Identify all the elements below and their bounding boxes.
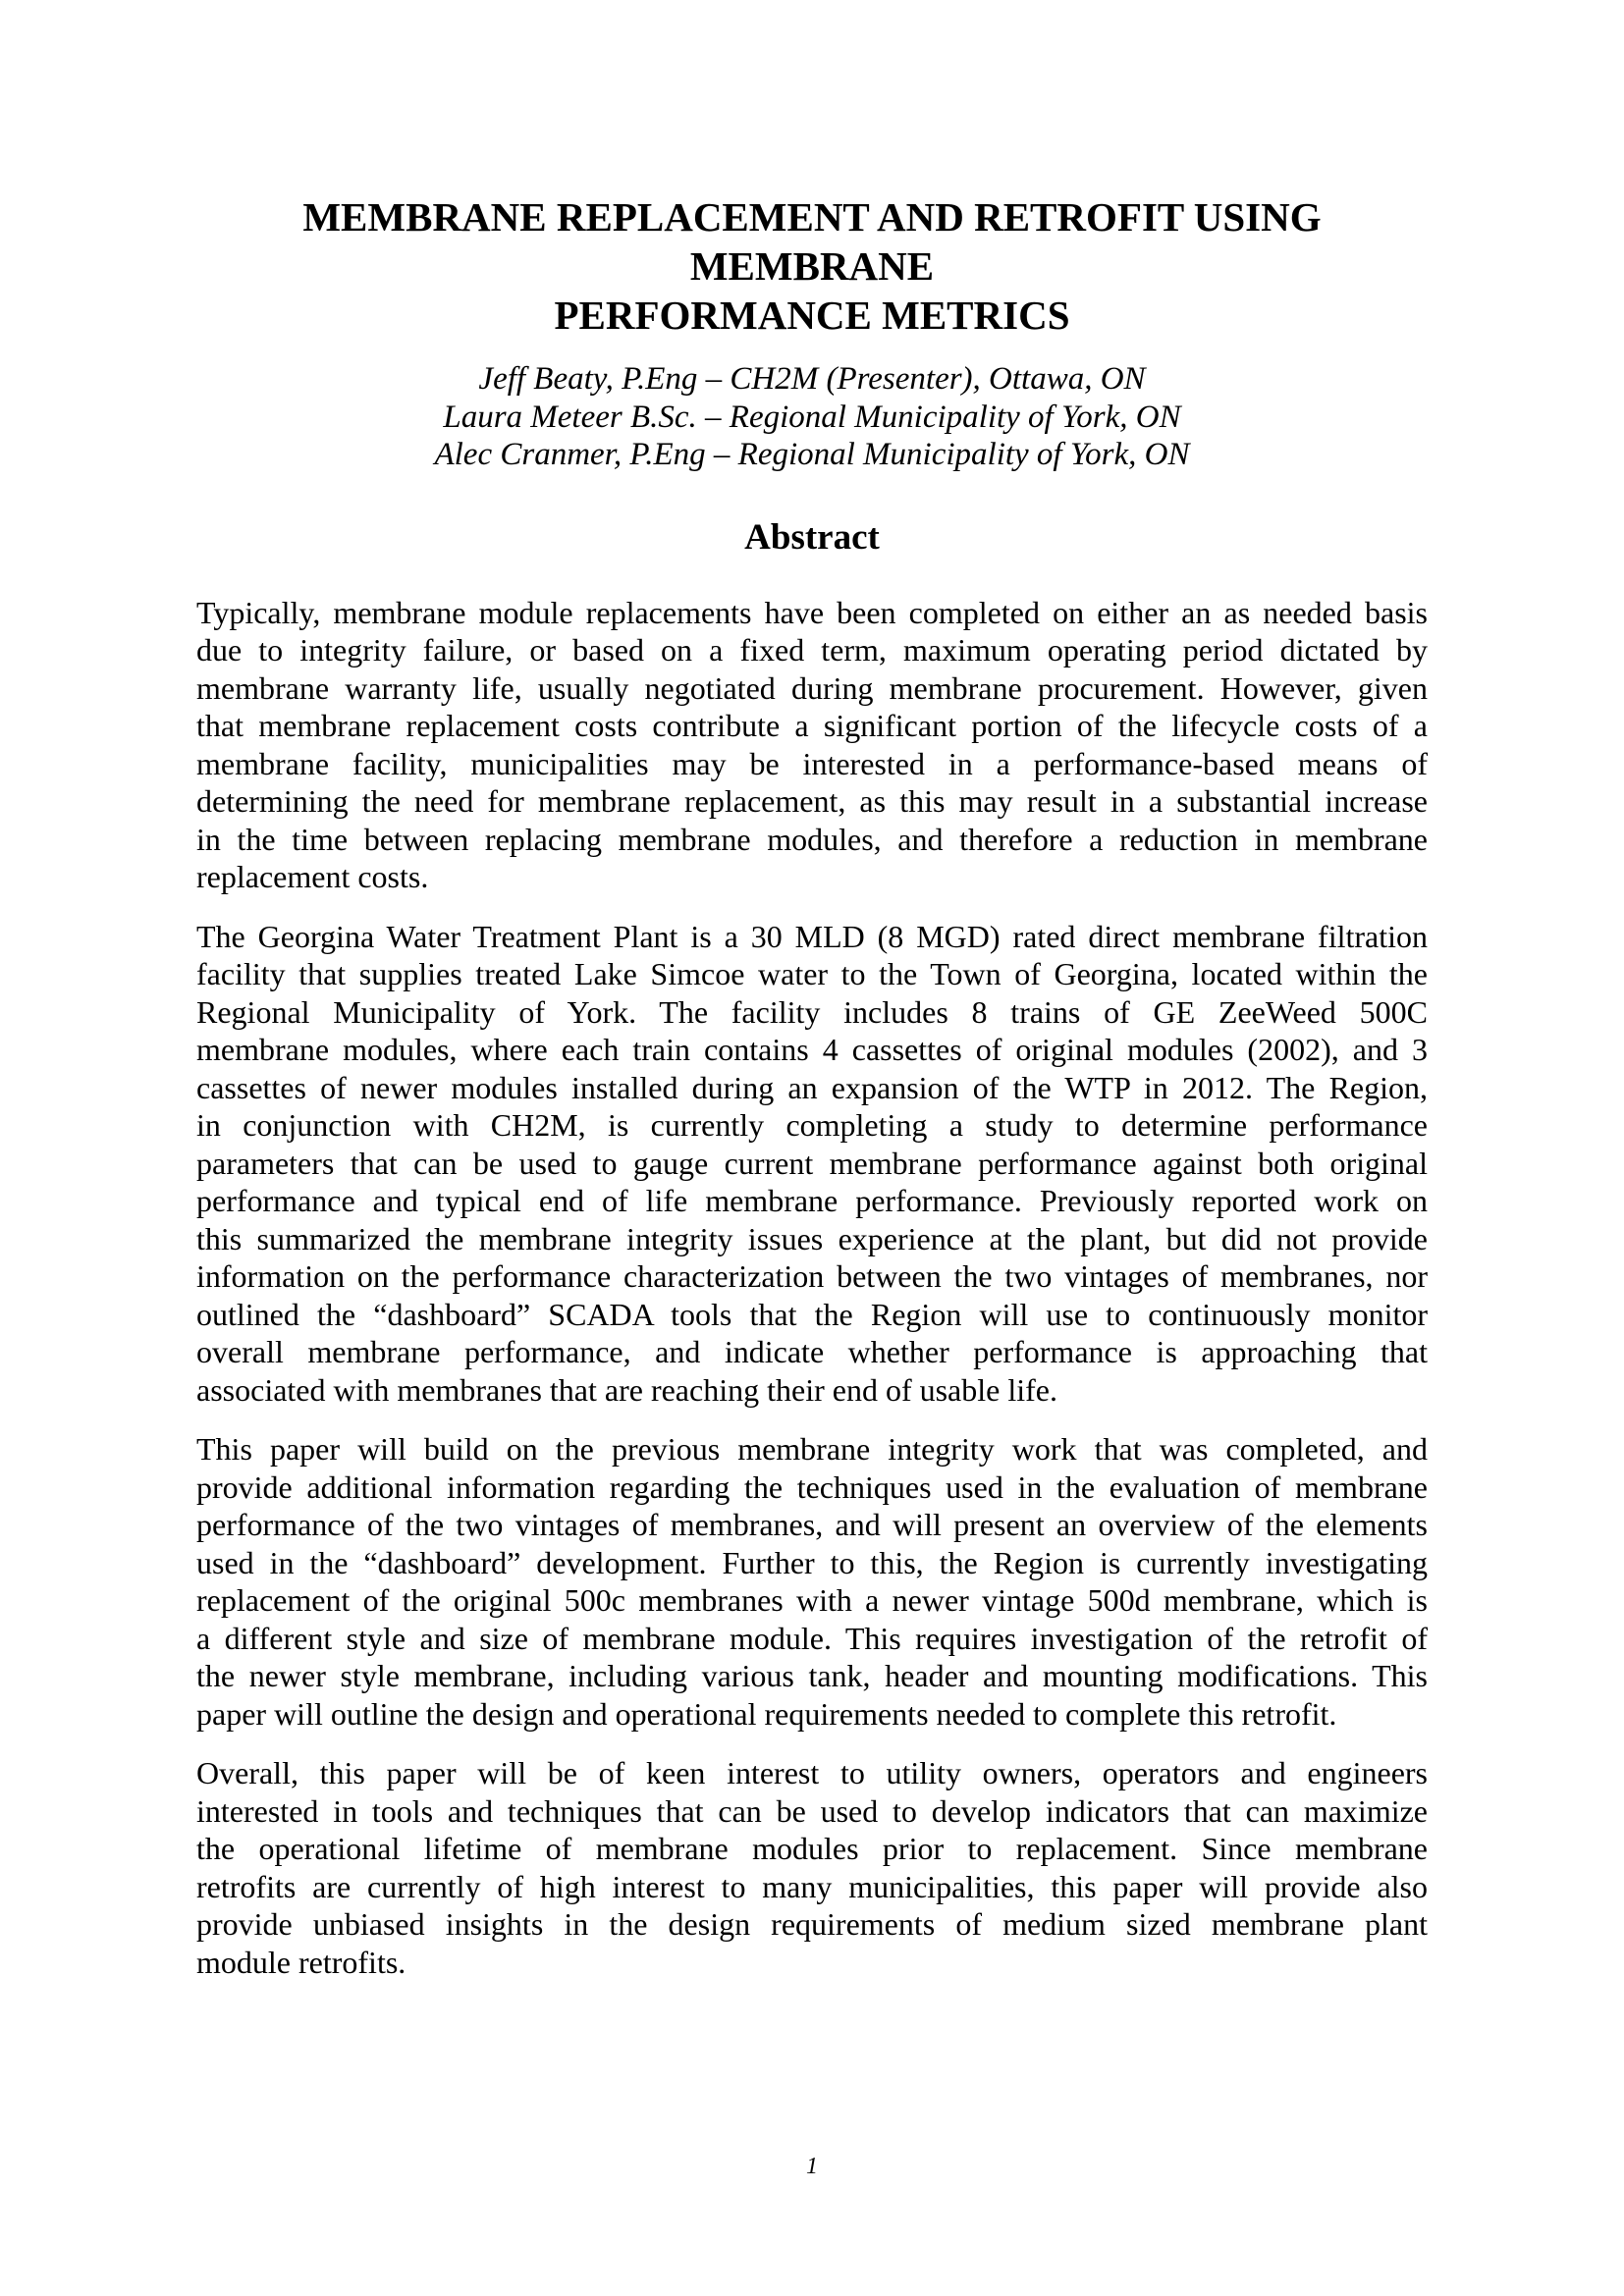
author-line: Alec Cranmer, P.Eng – Regional Municipality of York, ON <box>434 437 1190 472</box>
paragraph-line: the operational lifetime of membrane modules prior to replacement. Since membrane <box>196 1831 1428 1866</box>
paragraph-line: module retrofits. <box>196 1944 406 1980</box>
paper-title <box>196 192 1428 340</box>
paragraph-line: replacement of the original 500c membranes with a newer vintage 500d membrane, which is <box>196 1582 1428 1618</box>
authors-block <box>196 360 1428 474</box>
abstract-paragraph-3 <box>196 1430 1428 1733</box>
paragraph-line: outlined the “dashboard” SCADA tools that the Region will use to continuously monitor <box>196 1296 1428 1332</box>
paragraph-line: performance and typical end of life membrane performance. Previously reported work on <box>196 1183 1428 1218</box>
paragraph-line: parameters that can be used to gauge current membrane performance against both original <box>196 1145 1428 1181</box>
paragraph-line: Regional Municipality of York. The facility includes 8 trains of GE ZeeWeed 500C <box>196 993 1428 1030</box>
paragraph-line: membrane modules, where each train contains 4 cassettes of original modules (2002), and 3 <box>196 1032 1428 1067</box>
paragraph-line: Overall, this paper will be of keen interest to utility owners, operators and engineers <box>196 1755 1428 1790</box>
paragraph-line: Typically, membrane module replacements have been completed on either an as needed basis <box>196 594 1428 630</box>
page-number: 1 <box>806 2154 818 2179</box>
paragraph-line: information on the performance characterization between the two vintages of membranes, nor <box>196 1258 1428 1294</box>
paragraph-line: this summarized the membrane integrity issues experience at the plant, but did not provide <box>196 1220 1428 1256</box>
author-line: Jeff Beaty, P.Eng – CH2M (Presenter), Ottawa, ON <box>478 361 1146 397</box>
paragraph-line: interested in tools and techniques that can be used to develop indicators that can maximize <box>196 1792 1428 1829</box>
abstract-paragraph-2 <box>196 918 1428 1410</box>
paragraph-line: in the time between replacing membrane modules, and therefore a reduction in membrane <box>196 821 1428 857</box>
paragraph-line: used in the “dashboard” development. Further to this, the Region is currently investigating <box>196 1544 1428 1580</box>
paper-title-line: MEMBRANE REPLACEMENT AND RETROFIT USING MEMBRANE <box>302 194 1322 289</box>
paragraph-line: the newer style membrane, including various tank, header and mounting modifications. This <box>196 1658 1428 1693</box>
paragraph-line: The Georgina Water Treatment Plant is a 30 MLD (8 MGD) rated direct membrane filtration <box>196 918 1428 954</box>
paragraph-line: membrane facility, municipalities may be interested in a performance-based means of <box>196 745 1428 781</box>
paragraph-line: determining the need for membrane replacement, as this may result in a substantial increase <box>196 783 1428 819</box>
paragraph-line: retrofits are currently of high interest to many municipalities, this paper will provide also <box>196 1868 1428 1904</box>
paragraph-line: a different style and size of membrane module. This requires investigation of the retrofit of <box>196 1620 1428 1656</box>
abstract-paragraph-1 <box>196 594 1428 896</box>
author-line: Laura Meteer B.Sc. – Regional Municipality of York, ON <box>443 399 1181 435</box>
paragraph-line: due to integrity failure, or based on a fixed term, maximum operating period dictated by <box>196 632 1428 667</box>
paragraph-line: facility that supplies treated Lake Simcoe water to the Town of Georgina, located within the <box>196 956 1428 991</box>
paragraph-line: membrane warranty life, usually negotiated during membrane procurement. However, given <box>196 669 1428 706</box>
paper-title-line: PERFORMANCE METRICS <box>554 293 1070 338</box>
paragraph-line: This paper will build on the previous membrane integrity work that was completed, and <box>196 1431 1428 1467</box>
paragraph-line: in conjunction with CH2M, is currently completing a study to determine performance <box>196 1107 1428 1143</box>
page-content <box>196 192 1428 1981</box>
paragraph-line: performance of the two vintages of membranes, and will present an overview of the elements <box>196 1507 1428 1542</box>
paragraph-line: paper will outline the design and operational requirements needed to complete this retrofit. <box>196 1695 1337 1732</box>
paragraph-line: replacement costs. <box>196 859 429 894</box>
paragraph-line: provide additional information regarding the techniques used in the evaluation of membrane <box>196 1468 1428 1505</box>
paragraph-line: associated with membranes that are reaching their end of usable life. <box>196 1371 1057 1408</box>
abstract-heading: Abstract <box>744 516 880 558</box>
abstract-paragraph-4 <box>196 1754 1428 1981</box>
paragraph-line: cassettes of newer modules installed during an expansion of the WTP in 2012. The Region, <box>196 1069 1428 1105</box>
paragraph-line: overall membrane performance, and indicate whether performance is approaching that <box>196 1334 1428 1369</box>
paragraph-line: that membrane replacement costs contribute a significant portion of the lifecycle costs of a <box>196 708 1428 743</box>
paragraph-line: provide unbiased insights in the design requirements of medium sized membrane plant <box>196 1906 1428 1942</box>
